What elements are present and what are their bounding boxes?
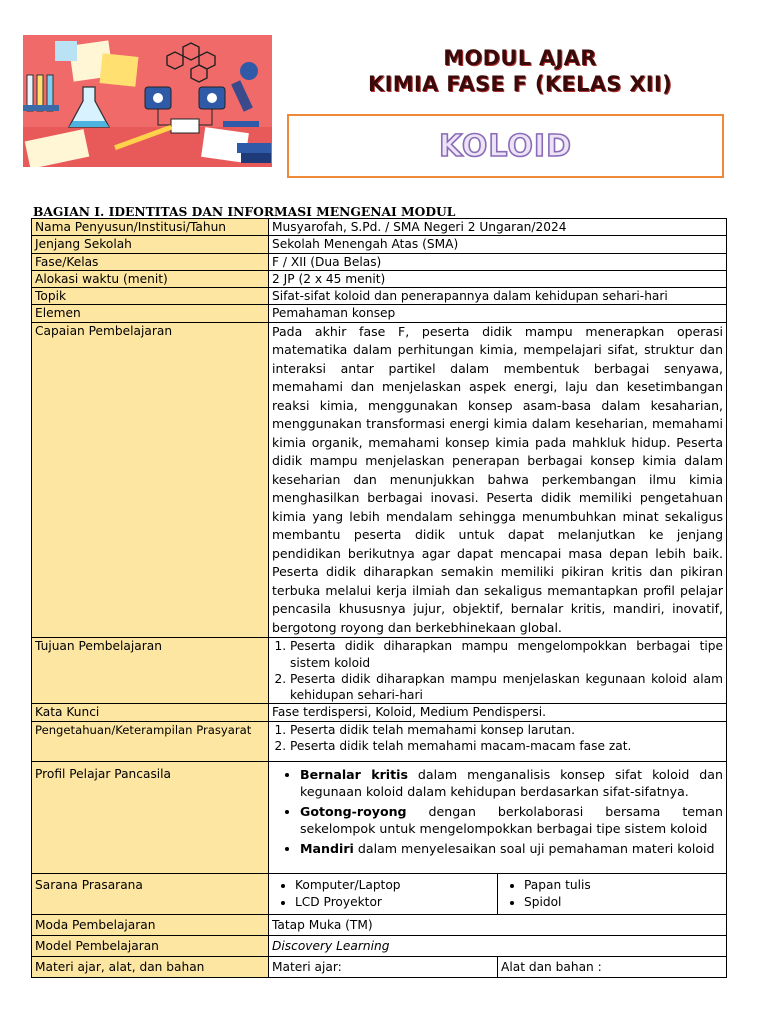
row-label: Nama Penyusun/Institusi/Tahun bbox=[32, 219, 269, 236]
profil-text: dalam menganalisis konsep sifat koloid dan kegunaan koloid dalam kehidupan berdasarkan sifat-sifatnya. bbox=[300, 766, 723, 800]
row-label: Model Pembelajaran bbox=[32, 935, 269, 956]
list-item: • LCD Proyektor bbox=[295, 894, 497, 912]
table-row bbox=[32, 236, 727, 253]
prasyarat-list-cell bbox=[269, 721, 727, 761]
row-value: 2 JP (2 x 45 menit) bbox=[269, 270, 727, 287]
profil-text: dalam menyelesaikan soal uji pemahaman materi koloid bbox=[353, 840, 715, 856]
row-value: Tatap Muka (TM) bbox=[269, 914, 727, 935]
row-label: Sarana Prasarana bbox=[32, 873, 269, 914]
list-item: • Spidol bbox=[524, 894, 726, 912]
row-label: Pengetahuan/Keterampilan Prasyarat bbox=[32, 721, 269, 761]
list-item: 2. Peserta didik telah memahami macam-macam fase zat. bbox=[290, 738, 723, 754]
module-title bbox=[300, 45, 740, 97]
sarana-inner-table bbox=[269, 874, 726, 914]
row-label: Kata Kunci bbox=[32, 704, 269, 721]
table-row bbox=[32, 761, 727, 873]
sarana-cell bbox=[269, 873, 727, 914]
table-row bbox=[32, 704, 727, 721]
row-label: Alokasi waktu (menit) bbox=[32, 270, 269, 287]
row-value: Musyarofah, S.Pd. / SMA Negeri 2 Ungaran/2024 bbox=[269, 219, 727, 236]
row-label: Topik bbox=[32, 288, 269, 305]
row-label: Profil Pelajar Pancasila bbox=[32, 761, 269, 873]
table-row bbox=[32, 638, 727, 704]
list-item bbox=[300, 840, 723, 858]
list-item: 1. Peserta didik telah memahami konsep larutan. bbox=[290, 722, 723, 738]
materi-cell bbox=[269, 956, 727, 977]
table-row bbox=[32, 956, 727, 977]
sarana-left bbox=[269, 874, 498, 914]
list-item: 2. Peserta didik diharapkan mampu menjelaskan kegunaan koloid alam kehidupan sehari-hari bbox=[290, 671, 723, 704]
table-row bbox=[32, 219, 727, 236]
table-row bbox=[32, 305, 727, 322]
table-row bbox=[32, 873, 727, 914]
profil-text: dengan berkolaborasi bersama teman sekelompok untuk mengelompokkan berbagai tipe sistem koloid bbox=[300, 803, 723, 837]
row-label: Moda Pembelajaran bbox=[32, 914, 269, 935]
topic-banner-box bbox=[287, 114, 724, 178]
list-item bbox=[300, 766, 723, 801]
title-line-2: KIMIA FASE F (KELAS XII) bbox=[368, 72, 672, 96]
row-value: Sekolah Menengah Atas (SMA) bbox=[269, 236, 727, 253]
table-row bbox=[32, 935, 727, 956]
section-heading: BAGIAN I. IDENTITAS DAN INFORMASI MENGENAI MODUL bbox=[33, 204, 456, 219]
row-label: Capaian Pembelajaran bbox=[32, 322, 269, 638]
profil-bold: Gotong-royong bbox=[300, 803, 407, 819]
list-item bbox=[300, 803, 723, 838]
table-row bbox=[32, 721, 727, 761]
row-value: Discovery Learning bbox=[269, 935, 727, 956]
materi-inner-table bbox=[269, 957, 726, 977]
row-value: Fase terdispersi, Koloid, Medium Pendispersi. bbox=[269, 704, 727, 721]
table-row bbox=[32, 288, 727, 305]
sarana-right bbox=[498, 874, 727, 914]
table-row bbox=[32, 253, 727, 270]
list-item: • Komputer/Laptop bbox=[295, 877, 497, 895]
row-label: Fase/Kelas bbox=[32, 253, 269, 270]
row-value: Sifat-sifat koloid dan penerapannya dalam kehidupan sehari-hari bbox=[269, 288, 727, 305]
row-label: Jenjang Sekolah bbox=[32, 236, 269, 253]
table-row bbox=[32, 270, 727, 287]
materi-right: Alat dan bahan : bbox=[498, 957, 727, 977]
profil-list-cell bbox=[269, 761, 727, 873]
row-label: Tujuan Pembelajaran bbox=[32, 638, 269, 704]
profil-bold: Bernalar kritis bbox=[300, 766, 408, 782]
row-label: Materi ajar, alat, dan bahan bbox=[32, 956, 269, 977]
table-row bbox=[32, 914, 727, 935]
chemistry-illustration bbox=[23, 35, 272, 167]
module-identity-table bbox=[31, 218, 727, 978]
capaian-text: Pada akhir fase F, peserta didik mampu menerapkan operasi matematika dalam perhitungan kimia, mempelajari sifat, struktur dan interaksi antar partikel dalam membentuk berbagai senyawa, memahami dan menjelaskan aspek energi, laju dan kesetimbangan reaksi kimia, menggunakan konsep asam-basa dalam kesaharian, menggunakan transformasi energi kimia dalam keseharian, memahami kimia organik, memahami konsep kimia pada mahkluk hidup. Peserta didik mampu menjelaskan penerapan berbagai konsep kimia dalam keseharian dan menunjukkan bahwa perkembangan ilmu kimia menghasilkan berbagai inovasi. Peserta didik memiliki pengetahuan kimia yang lebih mendalam sehingga menumbuhkan minat sekaligus membantu peserta didik untuk dapat melanjutkan ke jenjang pendidikan berikutnya agar dapat mencapai masa depan lebih baik. Peserta didik diharapkan semakin memiliki pikiran kritis dan pikiran terbuka melalui kerja ilmiah dan sekaligus memantapkan profil pelajar pencasila khususnya jujur, objektif, bernalar kritis, mandiri, inovatif, bergotong royong dan berkebhinekaan global. bbox=[269, 322, 727, 638]
tujuan-list-cell bbox=[269, 638, 727, 704]
row-value: Pemahaman konsep bbox=[269, 305, 727, 322]
profil-bold: Mandiri bbox=[300, 840, 354, 856]
list-item: • Papan tulis bbox=[524, 877, 726, 895]
title-line-1: MODUL AJAR bbox=[443, 46, 597, 70]
row-label: Elemen bbox=[32, 305, 269, 322]
list-item: 1. Peserta didik diharapkan mampu mengelompokkan berbagai tipe sistem koloid bbox=[290, 638, 723, 671]
topic-banner-text: KOLOID bbox=[438, 128, 573, 164]
row-value: F / XII (Dua Belas) bbox=[269, 253, 727, 270]
table-row bbox=[32, 322, 727, 638]
materi-left: Materi ajar: bbox=[272, 959, 342, 974]
